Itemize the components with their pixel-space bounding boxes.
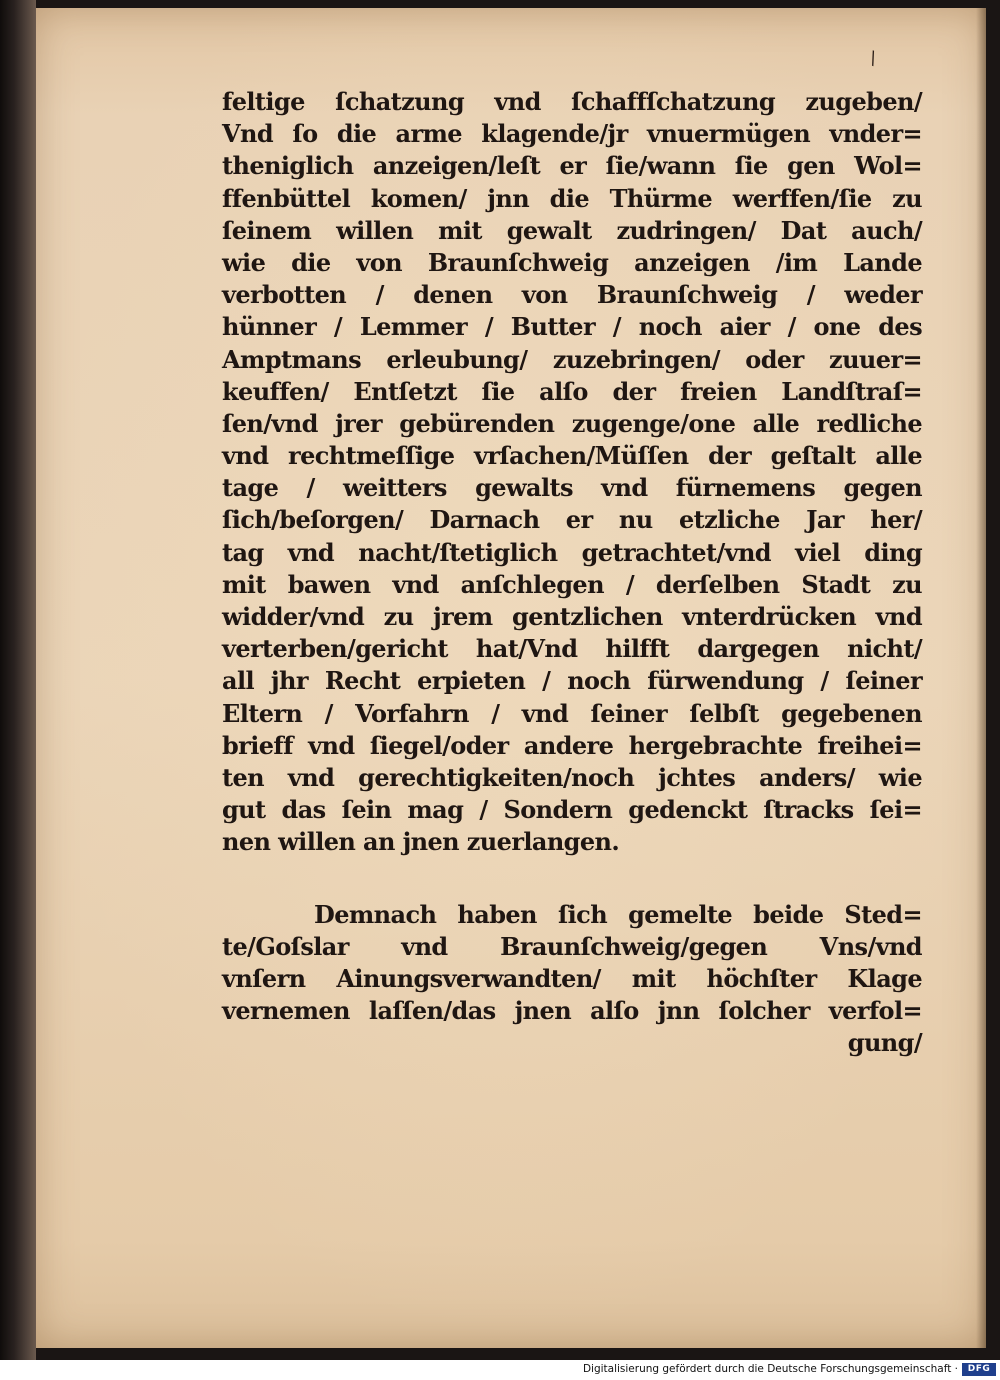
scan-left-edge xyxy=(0,0,36,1360)
text-line: feltige ſchatzung vnd ſchaffſchatzung zugeben/ xyxy=(222,87,922,116)
text-line: vnſern Ainungsverwandten/ mit höchſter Klage xyxy=(222,963,922,993)
text-line: gut das ſein mag / Sondern gedenckt ſtracks ſei= xyxy=(222,795,922,825)
footer-bar xyxy=(0,1360,1000,1380)
text-line: verterben/gericht hat/Vnd hilfft dargegen nicht/ xyxy=(222,634,922,664)
text-line: ten vnd gerechtigkeiten/noch jchtes anders/ wie xyxy=(222,762,922,792)
text-line: te/Goſslar vnd Braunſchweig/gegen Vns/vnd xyxy=(222,931,922,961)
text-line: mit bawen vnd anſchlegen / derſelben Stadt zu xyxy=(222,569,922,599)
text-line: all jhr Recht erpieten / noch fürwendung / ſeiner xyxy=(222,666,922,696)
paragraph-2 xyxy=(222,899,922,1060)
text-line: tage / weitters gewalts vnd fürnemens gegen xyxy=(222,473,922,503)
text-line: vnd rechtmeſſige vrſachen/Müſſen der geſtalt alle xyxy=(222,441,922,471)
text-line: widder/vnd zu jrem gentzlichen vnterdrücken vnd xyxy=(222,602,922,631)
text-line: nen willen an jnen zuerlangen. xyxy=(222,827,620,857)
text-line: ffenbüttel komen/ jnn die Thürme werffen/ſie zu xyxy=(222,183,922,213)
text-line: keuffen/ Entſetzt ſie alſo der freien Landſtraſ= xyxy=(222,376,922,406)
text-line: brieff vnd ſiegel/oder andere hergebrachte freihei= xyxy=(222,730,922,760)
text-line: vernemen laſſen/das jnen alſo jnn ſolcher verfol= xyxy=(222,996,922,1026)
dfg-logo: DFG xyxy=(962,1363,996,1376)
text-line: ſen/vnd jrer gebürenden zugenge/one alle redliche xyxy=(222,408,922,438)
text-line: Eltern / Vorfahrn / vnd ſeiner ſelbſt gegebenen xyxy=(222,698,922,728)
page-edge-shadow xyxy=(976,8,986,1348)
catchword: gung/ xyxy=(847,1028,922,1058)
text-line: tag vnd nacht/ſtetiglich getrachtet/vnd viel ding xyxy=(222,537,922,567)
funding-credit: Digitalisierung gefördert durch die Deutsche Forschungsgemeinschaft · xyxy=(582,1363,958,1375)
text-line: verbotten / denen von Braunſchweig / weder xyxy=(222,280,922,310)
text-line: Vnd ſo die arme klagende/jr vnuermügen vnder= xyxy=(222,119,922,149)
text-line: Amptmans erleubung/ zuzebringen/ oder zuuer= xyxy=(222,344,922,374)
text-line: ſeinem willen mit gewalt zudringen/ Dat auch/ xyxy=(222,215,922,245)
paragraph-gap xyxy=(222,859,922,899)
text-line: ſich/beſorgen/ Darnach er nu etzliche Jar her/ xyxy=(222,505,922,535)
text-line: wie die von Braunſchweig anzeigen /im Lande xyxy=(222,247,922,277)
text-line: hünner / Lemmer / Butter / noch aier / one des xyxy=(222,312,922,342)
paragraph-1 xyxy=(222,86,922,859)
text-line: theniglich anzeigen/leſt er ſie/wann ſie gen Wol= xyxy=(222,151,922,181)
text-line: Demnach haben ſich gemelte beide Sted= xyxy=(314,899,922,929)
corner-mark: \ xyxy=(866,47,880,70)
body-text xyxy=(222,86,922,1059)
